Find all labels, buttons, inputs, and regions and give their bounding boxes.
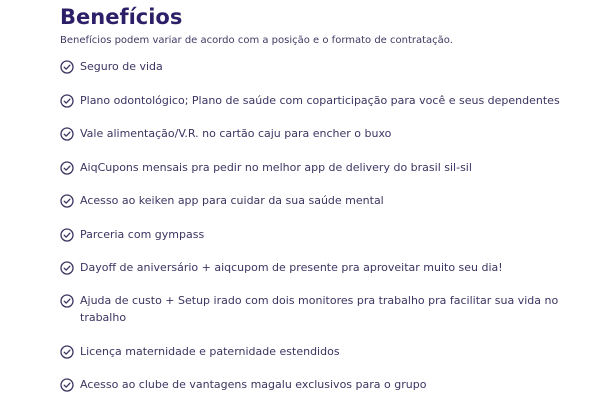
benefit-text: Licença maternidade e paternidade estendidos: [80, 345, 340, 358]
check-circle-icon: [60, 60, 74, 74]
check-circle-icon: [60, 161, 74, 175]
benefit-item: [60, 294, 590, 326]
benefit-text: Acesso ao clube de vantagens magalu exclusivos para o grupo: [80, 378, 427, 391]
benefit-text: Seguro de vida: [80, 60, 163, 73]
check-circle-icon: [60, 194, 74, 208]
benefit-item: [60, 194, 590, 209]
benefit-item: [60, 161, 590, 176]
check-circle-icon: [60, 294, 74, 308]
check-circle-icon: [60, 127, 74, 141]
benefit-item: [60, 378, 590, 393]
check-circle-icon: [60, 94, 74, 108]
benefit-item: [60, 228, 590, 243]
check-circle-icon: [60, 228, 74, 242]
benefit-text: Dayoff de aniversário + aiqcupom de presente pra aproveitar muito seu dia!: [80, 261, 503, 274]
benefit-item: [60, 60, 590, 75]
section-subtitle: Benefícios podem variar de acordo com a posição e o formato de contratação.: [60, 35, 453, 46]
section-title: Benefícios: [60, 5, 183, 29]
benefit-item: [60, 94, 590, 109]
check-circle-icon: [60, 345, 74, 359]
benefit-item: [60, 345, 590, 360]
benefit-text: Plano odontológico; Plano de saúde com coparticipação para você e seus dependentes: [80, 94, 560, 107]
benefit-text: Parceria com gympass: [80, 228, 205, 241]
benefit-text: Vale alimentação/V.R. no cartão caju para encher o buxo: [80, 127, 392, 140]
check-circle-icon: [60, 261, 74, 275]
benefit-text: Ajuda de custo + Setup irado com dois monitores pra trabalho pra facilitar sua vida no trabalho: [80, 294, 559, 324]
check-circle-icon: [60, 378, 74, 392]
benefit-text: Acesso ao keiken app para cuidar da sua saúde mental: [80, 194, 384, 207]
benefit-item: [60, 127, 590, 142]
benefit-item: [60, 261, 590, 276]
benefit-text: AiqCupons mensais pra pedir no melhor app de delivery do brasil sil-sil: [80, 161, 472, 174]
